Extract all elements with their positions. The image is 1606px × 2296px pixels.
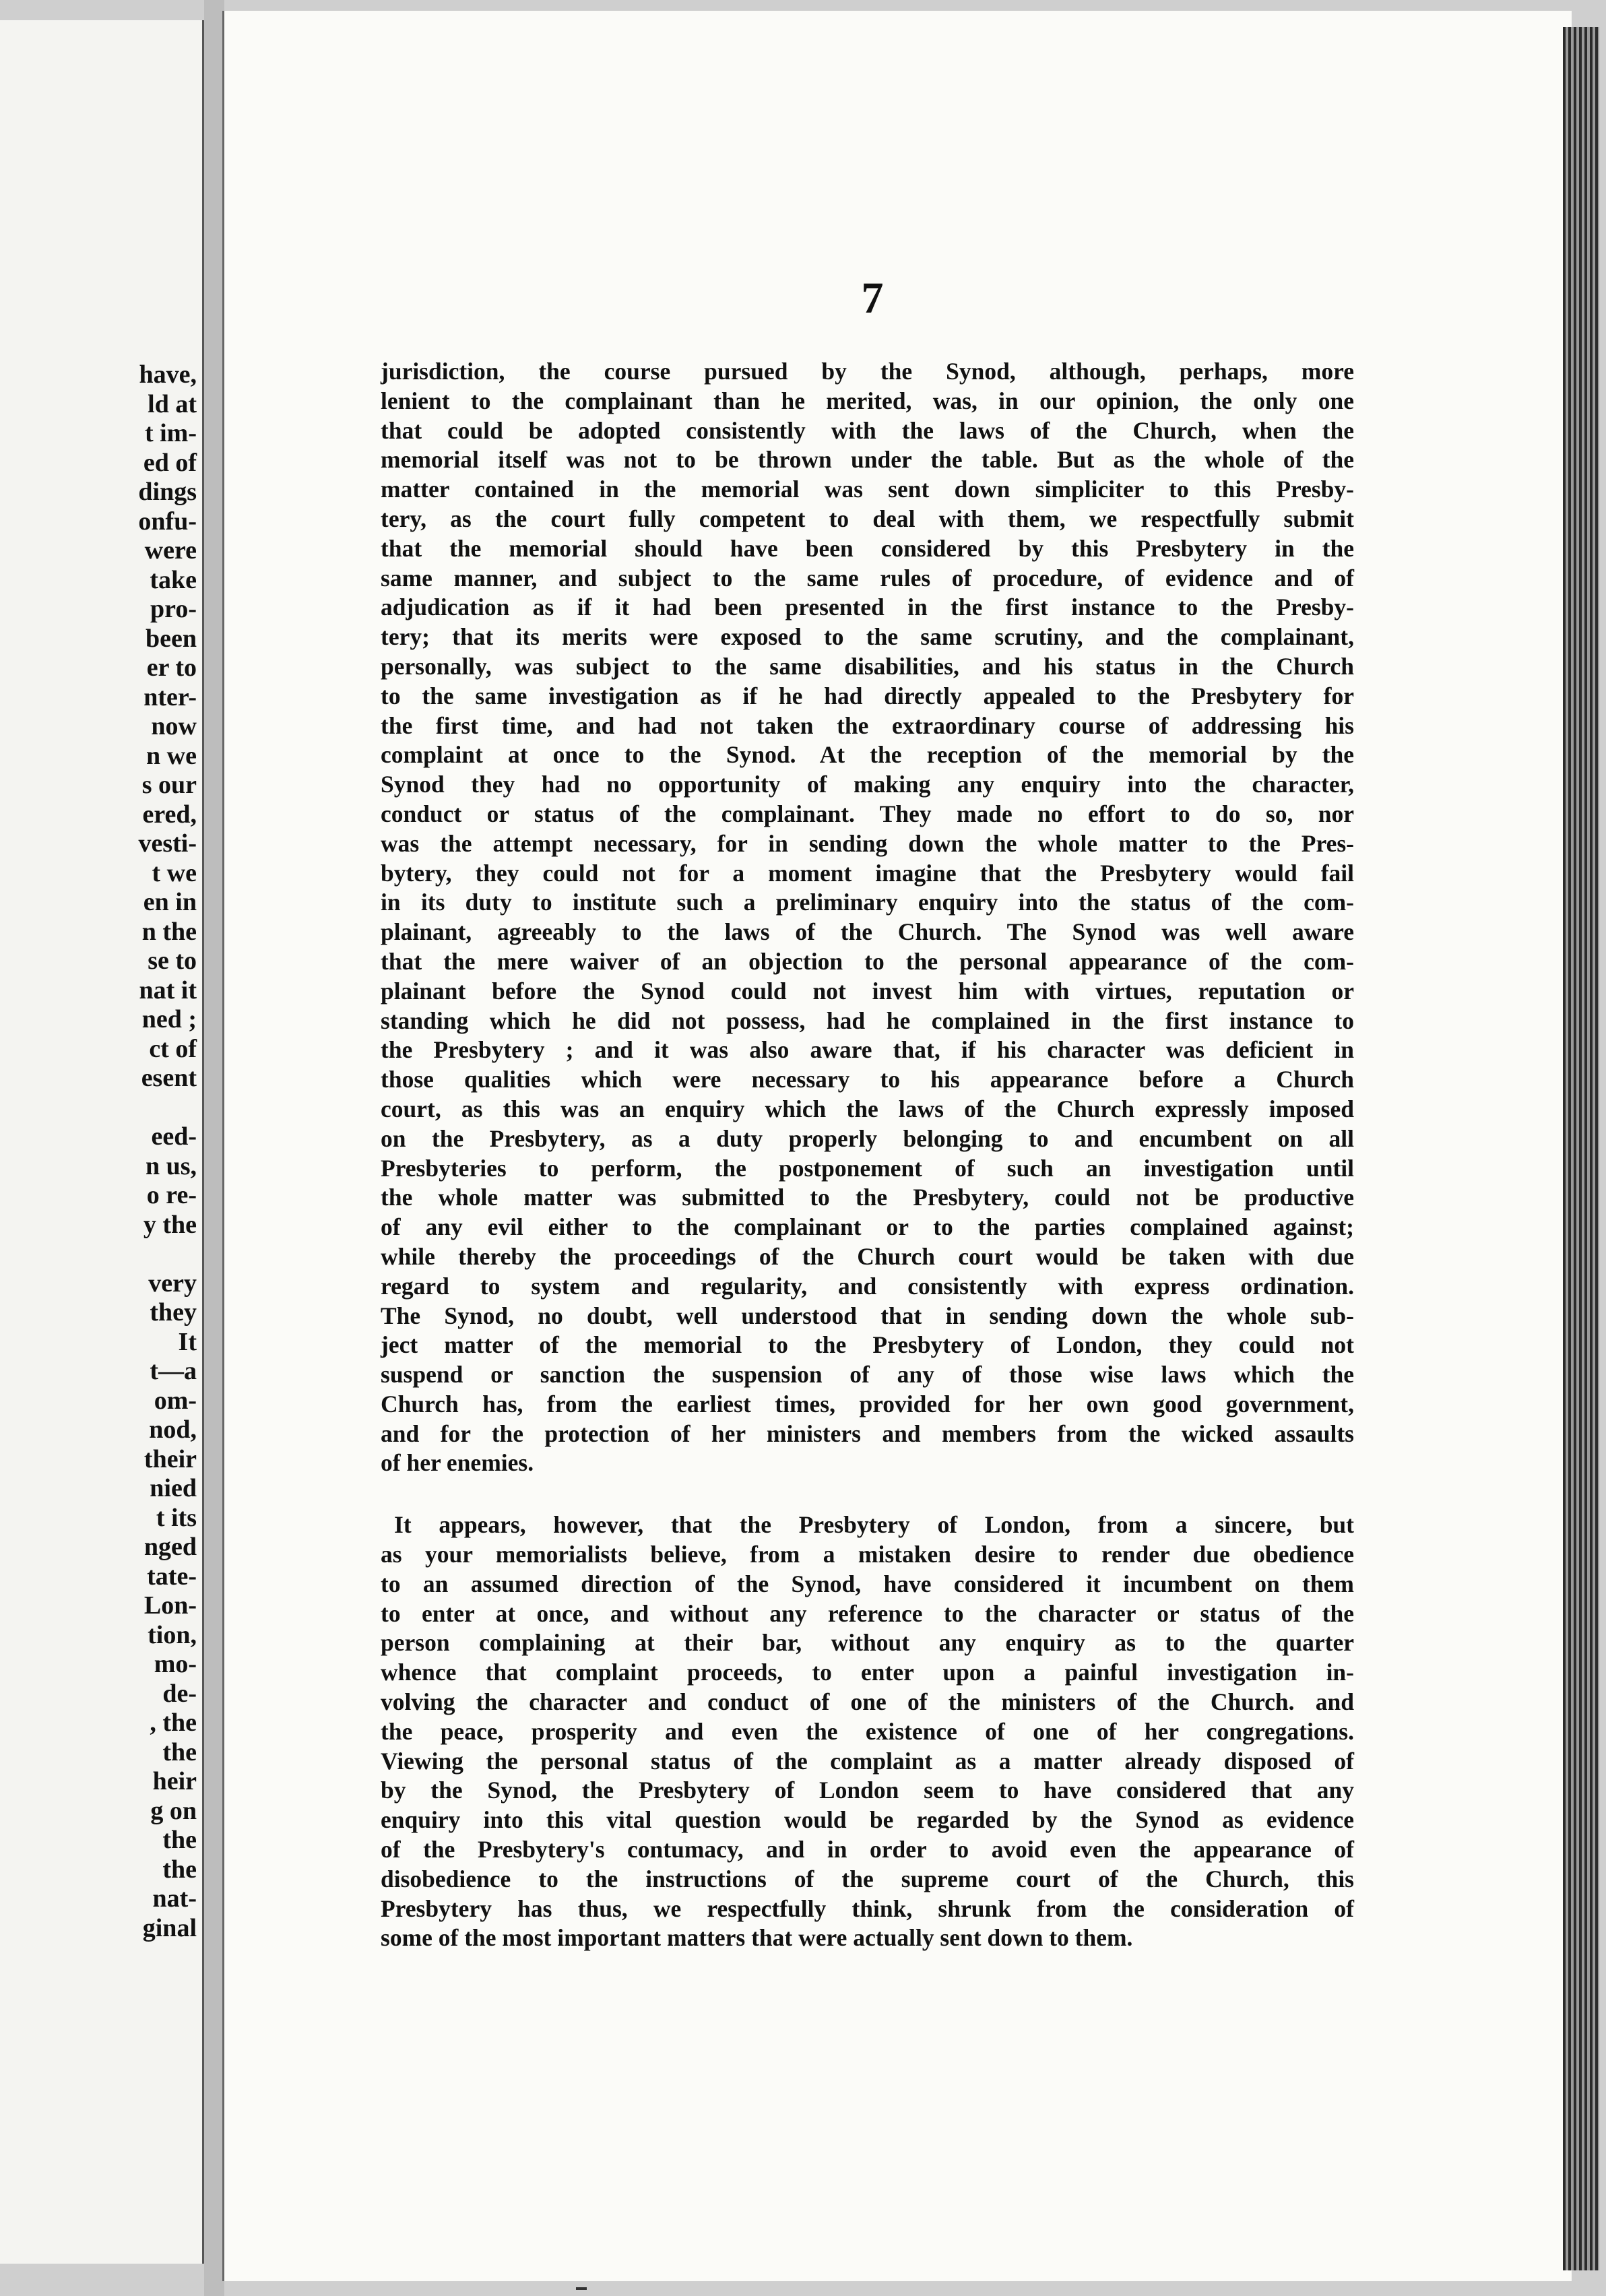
text-line: ject matter of the memorial to the Presbytery of London, they could not (381, 1331, 1354, 1359)
text-line: Viewing the personal status of the complaint as a matter already disposed of (381, 1747, 1354, 1775)
margin-line: t—a (150, 1357, 197, 1385)
text-line: tery, as the court fully competent to deal with them, we respectfully submit (381, 505, 1354, 532)
margin-line: nied (150, 1474, 197, 1502)
text-line: to an assumed direction of the Synod, have considered it incumbent on them (381, 1570, 1354, 1597)
margin-line: their (143, 1444, 197, 1473)
text-line: bytery, they could not for a moment imagine that the Presbytery would fail (381, 859, 1354, 887)
margin-line: very (148, 1269, 197, 1298)
margin-line: heir (152, 1767, 197, 1795)
margin-line: vesti- (138, 829, 197, 858)
text-line: lenient to the complainant than he merited, was, in our opinion, the only one (381, 387, 1354, 414)
margin-line: pro- (150, 595, 197, 623)
text-line: volving the character and conduct of one of the ministers of the Church. and (381, 1688, 1354, 1716)
margin-line: It (178, 1327, 197, 1356)
margin-line: nged (143, 1533, 197, 1561)
text-line: that the mere waiver of an objection to the personal appearance of the com- (381, 947, 1354, 975)
margin-line: o re- (146, 1181, 197, 1209)
margin-line: esent (141, 1064, 197, 1092)
text-line: the peace, prosperity and even the existence of one of her congregations. (381, 1717, 1354, 1745)
page-edge-stack (1563, 27, 1599, 2270)
text-line: while thereby the proceedings of the Church court would be taken with due (381, 1242, 1354, 1270)
margin-line: tate- (147, 1562, 197, 1591)
text-line: Presbyteries to perform, the postponement of such an investigation until (381, 1154, 1354, 1182)
text-line: It appears, however, that the Presbytery of London, from a sincere, but (394, 1511, 1354, 1539)
margin-line: y the (143, 1210, 197, 1239)
text-line: of the Presbytery's contumacy, and in order to avoid even the appearance of (381, 1836, 1354, 1863)
margin-line: se to (148, 947, 197, 975)
margin-line: om- (154, 1386, 197, 1415)
margin-line: ned ; (141, 1005, 197, 1033)
text-line: of any evil either to the complainant or to the parties complained against; (381, 1213, 1354, 1241)
margin-line: er to (146, 653, 197, 682)
text-line: court, as this was an enquiry which the laws of the Church expressly imposed (381, 1095, 1354, 1122)
margin-line: de- (162, 1679, 197, 1708)
text-line: as your memorialists believe, from a mistaken desire to render due obedience (381, 1541, 1354, 1568)
margin-line: were (144, 536, 197, 565)
margin-line: nod, (149, 1415, 197, 1444)
text-line: complaint at once to the Synod. At the reception of the memorial by the (381, 741, 1354, 769)
margin-line: nat it (139, 976, 197, 1004)
text-line: plainant before the Synod could not invest him with virtues, reputation or (381, 977, 1354, 1004)
text-line: memorial itself was not to be thrown under the table. But as the whole of the (381, 446, 1354, 474)
previous-page-fragment (0, 20, 204, 2264)
margin-line: ered, (142, 800, 197, 829)
margin-line: t its (156, 1503, 197, 1532)
margin-line: ld at (148, 389, 197, 418)
text-line: in its duty to institute such a preliminary enquiry into the status of the com- (381, 889, 1354, 916)
text-line: by the Synod, the Presbytery of London seem to have considered that any (381, 1777, 1354, 1804)
paragraph-2 (381, 1510, 1354, 1953)
margin-line: n we (146, 741, 197, 770)
text-line: of her enemies. (381, 1449, 534, 1477)
margin-line: n the (141, 917, 197, 946)
text-line: that could be adopted consistently with the laws of the Church, when the (381, 416, 1354, 444)
margin-line: , the (150, 1709, 197, 1737)
text-line: Church has, from the earliest times, provided for her own good government, (381, 1390, 1354, 1417)
text-line: the whole matter was submitted to the Presbytery, could not be productive (381, 1184, 1354, 1211)
margin-line (0, 1240, 197, 1269)
text-line: personally, was subject to the same disabilities, and his status in the Church (381, 652, 1354, 680)
margin-line: they (150, 1298, 197, 1327)
margin-line: onfu- (138, 507, 197, 536)
margin-line: t we (152, 858, 197, 887)
text-line: to enter at once, and without any reference to the character or status of the (381, 1599, 1354, 1627)
text-line: plainant, agreeably to the laws of the Church. The Synod was well aware (381, 918, 1354, 946)
margin-line: en in (143, 888, 197, 916)
text-line: that the memorial should have been considered by this Presbytery in the (381, 534, 1354, 562)
text-line: the Presbytery ; and it was also aware that, if his character was deficient in (381, 1036, 1354, 1064)
paragraph-1 (381, 357, 1354, 1478)
page-number: 7 (861, 274, 884, 323)
text-line: whence that complaint proceeds, to enter upon a painful investigation in- (381, 1659, 1354, 1686)
previous-page-margin-text (0, 360, 197, 1943)
text-line: Presbytery has thus, we respectfully think, shrunk from the consideration of (381, 1894, 1354, 1922)
margin-line: the (162, 1826, 197, 1854)
margin-line: ginal (142, 1913, 197, 1942)
text-line: The Synod, no doubt, well understood that in sending down the whole sub- (381, 1302, 1354, 1329)
text-line: matter contained in the memorial was sent down simpliciter to this Presby- (381, 476, 1354, 503)
margin-line: eed- (151, 1122, 197, 1151)
margin-line: take (150, 565, 197, 594)
margin-line: ct of (149, 1034, 197, 1063)
text-line: standing which he did not possess, had he complained in the first instance to (381, 1007, 1354, 1034)
text-line: tery; that its merits were exposed to the same scrutiny, and the complainant, (381, 623, 1354, 651)
margin-line: nter- (143, 682, 197, 711)
text-line: regard to system and regularity, and consistently with express ordination. (381, 1272, 1354, 1300)
text-line: those qualities which were necessary to his appearance before a Church (381, 1066, 1354, 1093)
margin-line: s our (141, 771, 197, 799)
margin-line: have, (139, 360, 197, 389)
text-line: on the Presbytery, as a duty properly belonging to and encumbent on all (381, 1124, 1354, 1152)
text-line: Synod they had no opportunity of making any enquiry into the character, (381, 771, 1354, 798)
text-line: enquiry into this vital question would be regarded by the Synod as evidence (381, 1806, 1354, 1834)
margin-line: the (162, 1737, 197, 1766)
body-text (381, 357, 1354, 1953)
text-line: was the attempt necessary, for in sending down the whole matter to the Pres- (381, 829, 1354, 857)
margin-line: been (146, 624, 197, 653)
text-line: person complaining at their bar, without any enquiry as to the quarter (381, 1629, 1354, 1657)
text-line: disobedience to the instructions of the supreme court of the Church, this (381, 1865, 1354, 1892)
margin-line: ed of (143, 448, 197, 477)
margin-line (0, 1093, 197, 1123)
margin-line: tion, (148, 1620, 197, 1649)
text-line: adjudication as if it had been presented in the first instance to the Presby- (381, 594, 1354, 621)
text-line: some of the most important matters that were actually sent down to them. (381, 1924, 1133, 1952)
text-line: the first time, and had not taken the extraordinary course of addressing his (381, 711, 1354, 739)
margin-line: dings (138, 478, 197, 506)
text-line: same manner, and subject to the same rules of procedure, of evidence and of (381, 564, 1354, 592)
margin-line: now (151, 712, 197, 740)
margin-line: nat- (152, 1884, 197, 1913)
margin-line: Lon- (143, 1591, 197, 1620)
book-gutter (204, 0, 224, 2296)
text-line: conduct or status of the complainant. They made no effort to do so, nor (381, 800, 1354, 827)
margin-line: mo- (154, 1650, 197, 1678)
margin-line: n us, (145, 1151, 197, 1180)
margin-line: the (162, 1855, 197, 1884)
text-line: to the same investigation as if he had directly appealed to the Presbytery for (381, 682, 1354, 709)
ink-mark (576, 2287, 587, 2290)
margin-line: g on (150, 1796, 197, 1825)
margin-line: t im- (144, 419, 197, 447)
text-line: jurisdiction, the course pursued by the Synod, although, perhaps, more (381, 358, 1354, 385)
text-line: suspend or sanction the suspension of any of those wise laws which the (381, 1361, 1354, 1389)
text-line: and for the protection of her ministers and members from the wicked assaults (381, 1420, 1354, 1447)
